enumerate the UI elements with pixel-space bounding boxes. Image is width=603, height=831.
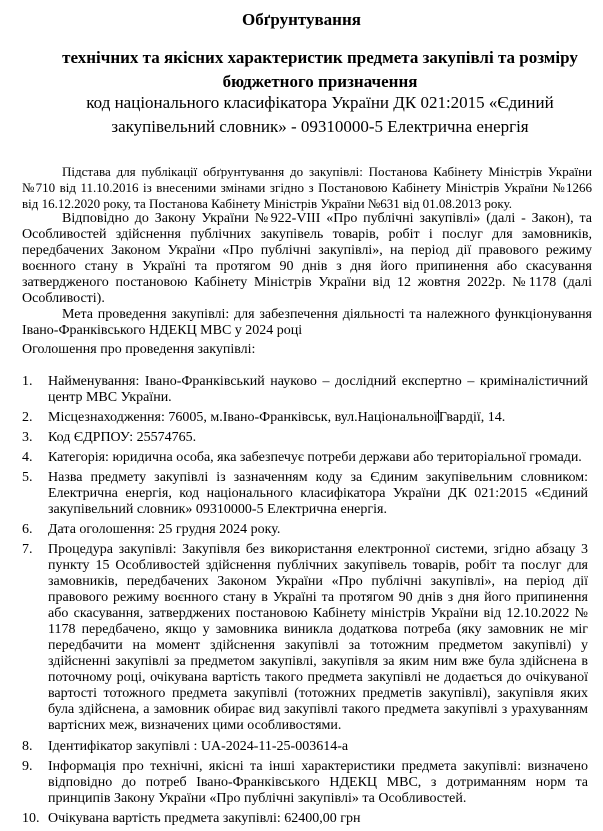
list-number: 9. <box>22 759 33 774</box>
announcement-heading: Оголошення про проведення закупівлі: <box>22 342 256 357</box>
list-number: 7. <box>22 542 33 557</box>
list-text: Категорія: юридична особа, яка забезпечує потреби держави або територіальної громади. <box>48 450 582 465</box>
list-item <box>22 811 588 827</box>
list-item <box>22 759 588 807</box>
list-item <box>22 450 588 466</box>
list-number: 1. <box>22 374 33 389</box>
list-item <box>22 430 588 446</box>
list-number: 4. <box>22 450 33 465</box>
list-text: Інформація про технічні, якісні та інші характеристики предмета закупівлі: визначено відповідно до потреб Івано-Франківського НДЕКЦ МВС, з дотриманням норм та принципів Закону України «Про публічні закупівлі» та Особливостей. <box>48 759 588 806</box>
list-item <box>22 470 588 518</box>
list-text: Назва предмету закупівлі із зазначенням коду за Єдиним закупівельним словником: Електрична енергія, код національного класифікатора України ДК 021:2015 «Єдиний закупівельний словник» 09310000-5 Електрична енергія. <box>48 470 588 517</box>
list-number: 2. <box>22 410 33 425</box>
classifier-code-line: код національного класифікатора України ДК 021:2015 «Єдиний закупівельний словник» - 09310000-5 Електрична енергія <box>86 93 554 136</box>
list-item <box>22 522 588 538</box>
list-number: 10. <box>22 811 40 826</box>
list-number: 8. <box>22 739 33 754</box>
list-text: Дата оголошення: 25 грудня 2024 року. <box>48 522 281 537</box>
list-number: 3. <box>22 430 33 445</box>
announcement-list <box>22 374 588 831</box>
list-text: Найменування: Івано-Франківський науково – дослідний експертно – криміналістичний центр МВС України. <box>48 374 588 405</box>
publication-basis: Підстава для публікації обґрунтування до закупівлі: Постанова Кабінету Міністрів України №710 від 11.10.2016 із внесеними змінами згідно з Постановою Кабінету Міністрів України №1266 від 16.12.2020 року, та Постанова Кабінету Міністрів України №631 від 01.08.2013 року. <box>22 164 592 211</box>
document-title: Обґрунтування <box>242 10 361 29</box>
list-text: Гвардії, 14. <box>438 410 506 425</box>
document-subtitle: технічних та якісних характеристик предмета закупівлі та розміру бюджетного призначення <box>62 48 578 91</box>
list-item <box>22 374 588 406</box>
list-number: 6. <box>22 522 33 537</box>
list-number: 5. <box>22 470 33 485</box>
intro-paragraph: Відповідно до Закону України №922-VIII «Про публічні закупівлі» (далі - Закон), та Особливостей здійснення публічних закупівель товарів, робіт і послуг для замовників, передбачених Законом України «Про публічні закупівлі», на період дії правового режиму воєнного стану в Україні та протягом 90 днів з дня його припинення або скасування затвердженого постановою Кабінету Міністрів України від 12 жовтня 2022р. №1178 (далі Особливості). <box>22 211 592 306</box>
list-text: Очікувана вартість предмета закупівлі: 62400,00 грн <box>48 811 361 826</box>
list-item <box>22 739 588 755</box>
list-text: Ідентифікатор закупівлі : UA-2024-11-25-003614-a <box>48 739 349 754</box>
list-text: Місцезнаходження: 76005, м.Івано-Франківськ, вул.Національної <box>48 410 438 425</box>
purpose-paragraph: Мета проведення закупівлі: для забезпечення діяльності та належного функціонування Івано-Франківського НДЕКЦ МВС у 2024 році <box>22 307 592 338</box>
list-text: Код ЄДРПОУ: 25574765. <box>48 430 197 445</box>
list-text: Процедура закупівлі: Закупівля без використання електронної системи, згідно абзацу 3 пункту 15 Особливостей здійснення публічних закупівель товарів, робіт та послуг для замовників, передбачених Законом України «Про публічні закупівлі», на період дії правового режиму воєнного стану в Україні та протягом 90 днів з дня його припинення або скасування, затверджених постановою Кабінету міністрів України від 12.10.2022 № 1178 передбачено, якщо у замовника виникла додаткова потреба (яку замовник не міг передбачити на момент здійснення закупівлі за тотожним предметом закупівлі) у здійсненні закупівлі за предметом закупівлі, закупівля за яким ним вже була здійснена в поточному році, очікувана вартість такого предмета закупівлі не додається до очікуваної вартості тотожного предмета закупівлі (тотожних предметів закупівлі), закупівля яких була здійснена, а замовник обирає вид закупівлі такого предмета закупівлі з урахуванням вартісних меж, визначених цими особливостями. <box>48 542 588 733</box>
list-item <box>22 542 588 734</box>
list-item <box>22 410 588 426</box>
